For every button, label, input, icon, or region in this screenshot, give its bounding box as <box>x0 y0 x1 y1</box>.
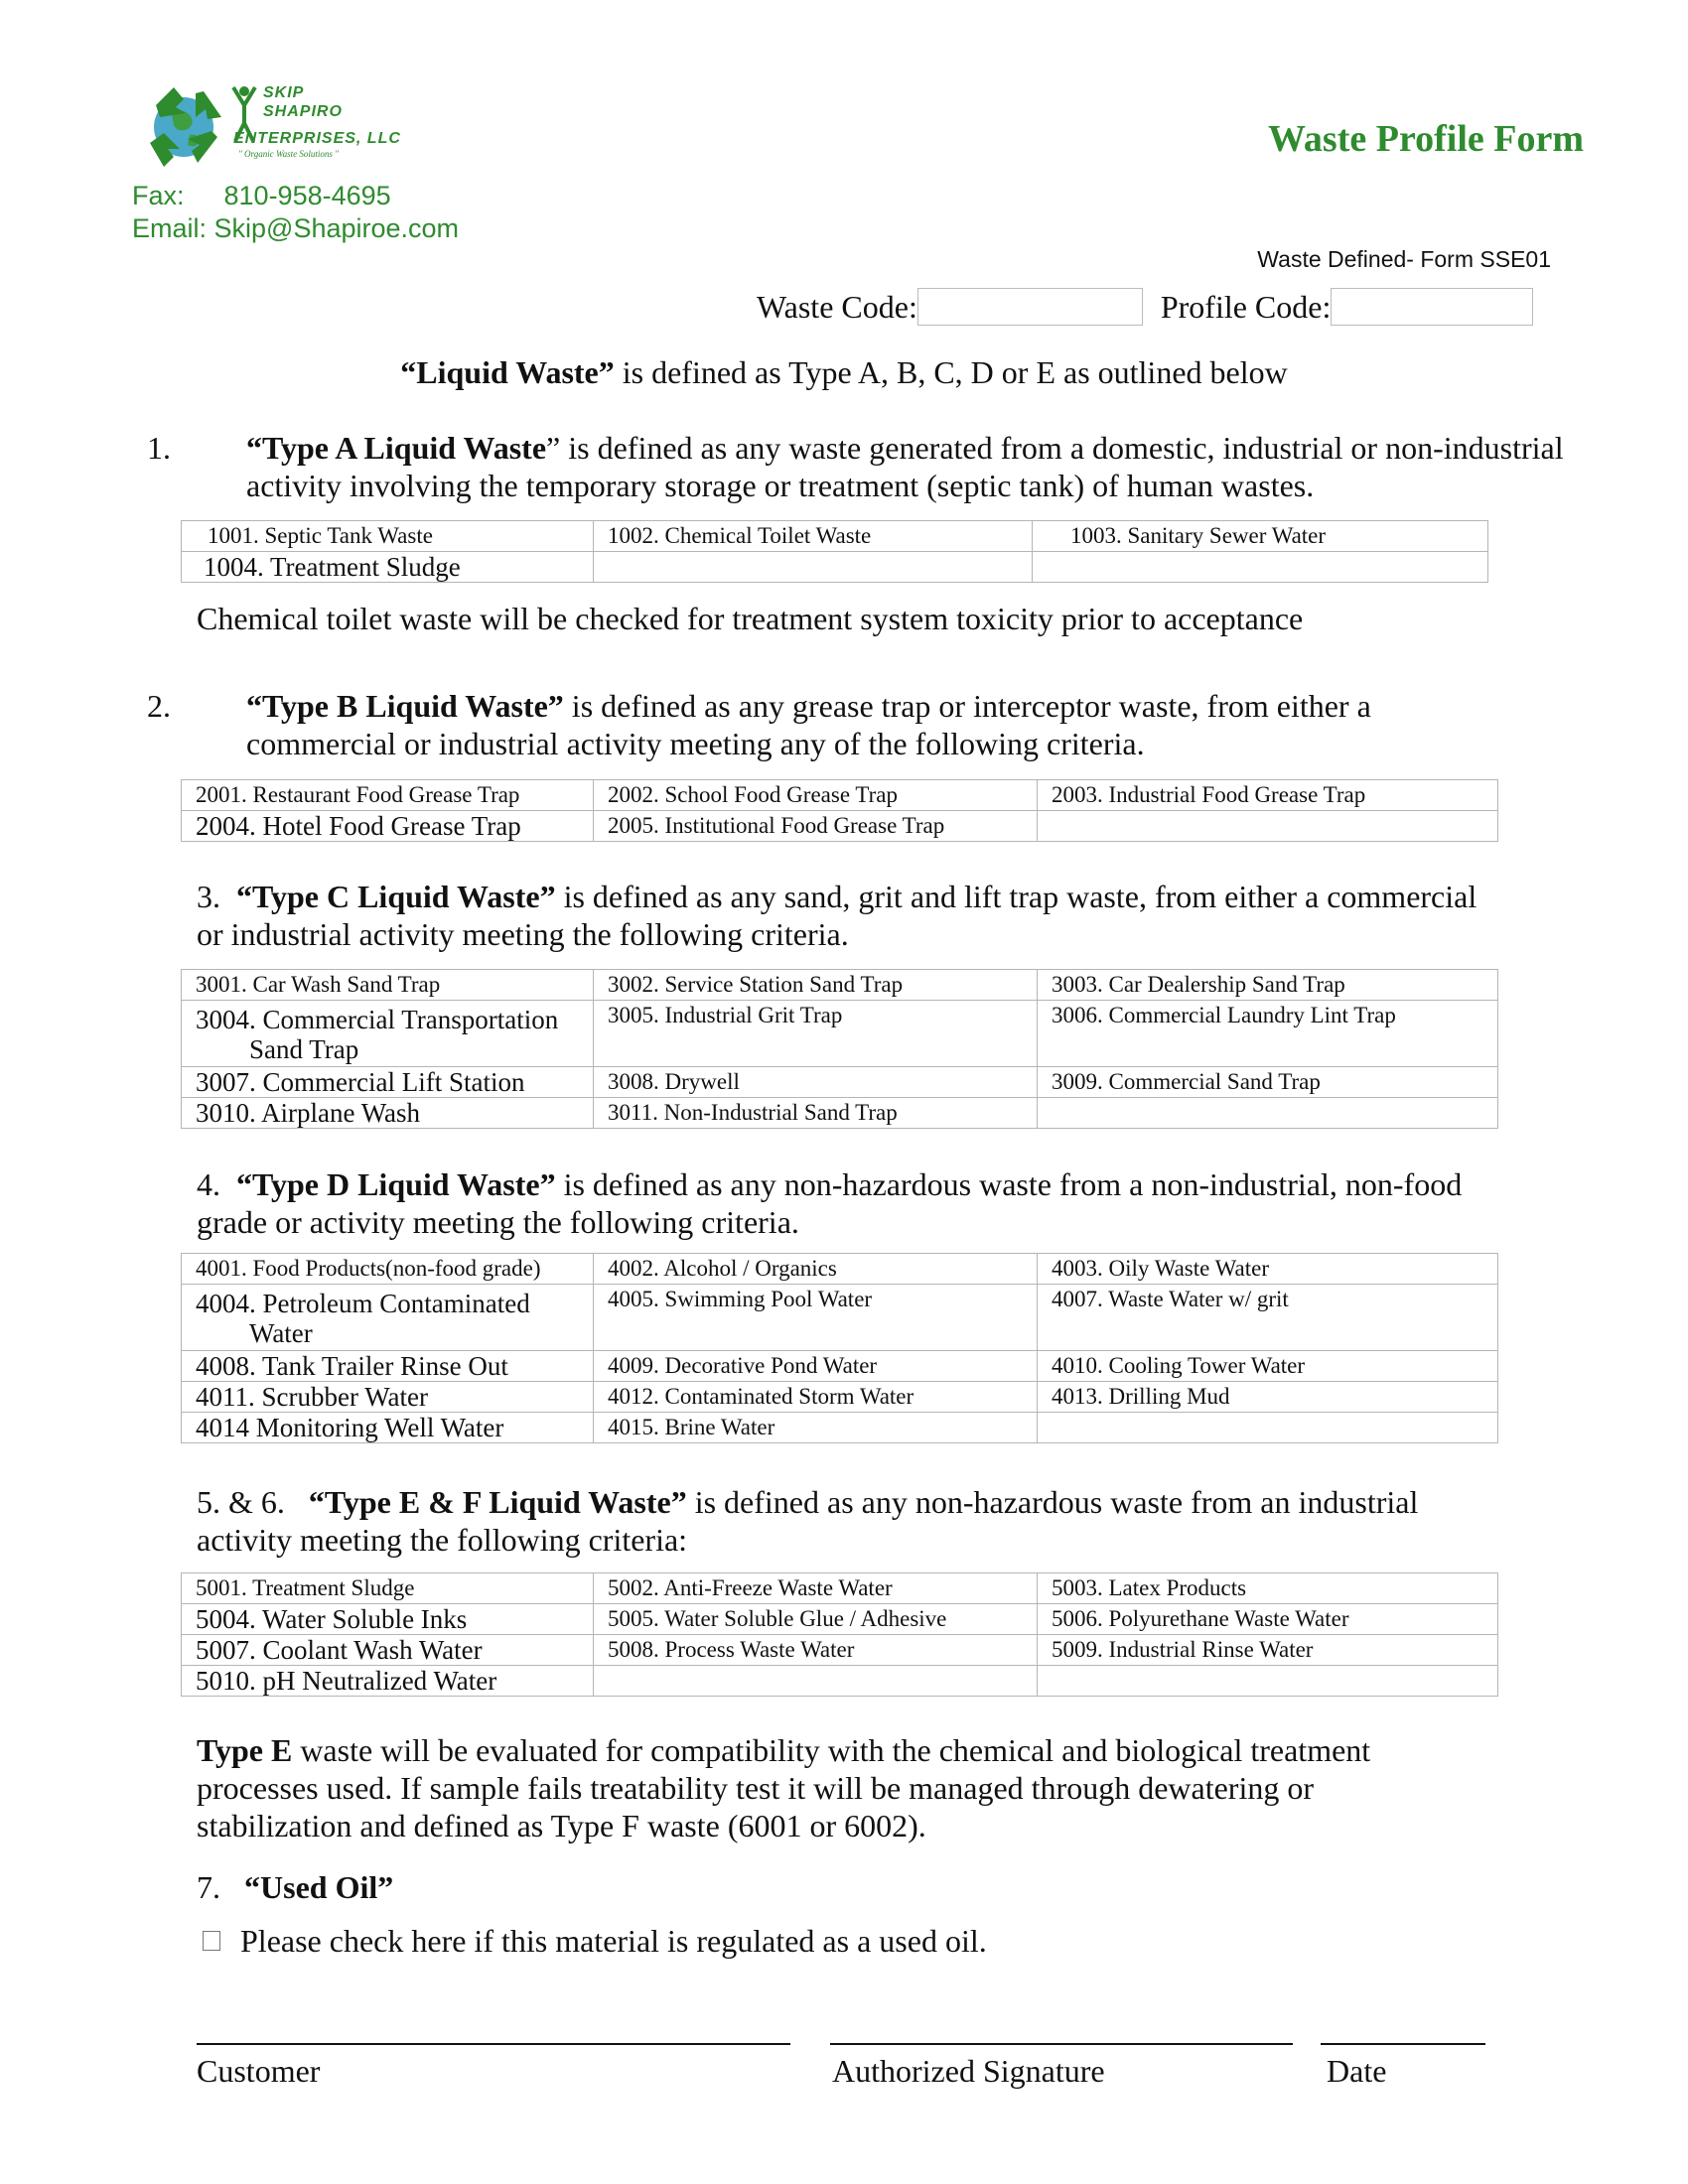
table-row <box>182 1067 1498 1098</box>
table-row <box>182 521 1488 552</box>
customer-signature-line[interactable] <box>197 2043 790 2045</box>
table-cell: 4013. Drilling Mud <box>1038 1382 1498 1413</box>
table-cell: 3011. Non-Industrial Sand Trap <box>594 1098 1038 1129</box>
intro-text <box>0 353 1688 391</box>
table-cell: 2005. Institutional Food Grease Trap <box>594 811 1038 842</box>
date-label: Date <box>1327 2053 1387 2089</box>
section-heading: “Type B Liquid Waste” <box>246 688 564 724</box>
section-heading: “Type E & F Liquid Waste” <box>308 1484 687 1520</box>
section-text: is defined as any sand, grit and lift trap waste, from either a commercial or industrial activity meeting the following criteria. <box>197 879 1477 952</box>
table-cell: 4011. Scrubber Water <box>182 1382 594 1413</box>
section-type-c <box>197 878 1487 953</box>
table-cell <box>1038 1413 1498 1443</box>
fax-line <box>132 181 391 211</box>
table-cell: 1004. Treatment Sludge <box>182 552 594 583</box>
table-cell: 3010. Airplane Wash <box>182 1098 594 1129</box>
type-e-bold: Type E <box>197 1732 293 1768</box>
table-row <box>182 1666 1498 1697</box>
type-c-table <box>181 969 1498 1129</box>
table-cell <box>1038 811 1498 842</box>
table-cell: 1003. Sanitary Sewer Water <box>1033 521 1488 552</box>
type-a-table <box>181 520 1488 583</box>
section-heading: “Type C Liquid Waste” <box>236 879 556 914</box>
table-cell: 4008. Tank Trailer Rinse Out <box>182 1351 594 1382</box>
table-row <box>182 1604 1498 1635</box>
table-row <box>182 780 1498 811</box>
table-cell: 4001. Food Products(non-food grade) <box>182 1254 594 1285</box>
section-number: 7. <box>197 1869 220 1905</box>
table-cell: 2002. School Food Grease Trap <box>594 780 1038 811</box>
section-used-oil <box>197 1868 393 1906</box>
section-type-b <box>147 687 1527 762</box>
table-cell: 3002. Service Station Sand Trap <box>594 970 1038 1001</box>
table-row <box>182 811 1498 842</box>
table-row <box>182 1573 1498 1604</box>
used-oil-checkbox[interactable] <box>203 1931 220 1951</box>
profile-code-input[interactable] <box>1331 288 1533 326</box>
fax-label: Fax: <box>132 181 185 210</box>
section-number: 3. <box>197 879 220 914</box>
table-cell <box>1033 552 1488 583</box>
table-cell: 3007. Commercial Lift Station <box>182 1067 594 1098</box>
section-text: is defined as any non-hazardous waste from a non-industrial, non-food grade or activity meeting the following criteria. <box>197 1166 1463 1240</box>
table-cell: 3008. Drywell <box>594 1067 1038 1098</box>
table-cell: 5007. Coolant Wash Water <box>182 1635 594 1666</box>
table-cell: 5009. Industrial Rinse Water <box>1038 1635 1498 1666</box>
company-logo <box>134 77 412 177</box>
waste-code-label: Waste Code: <box>757 288 917 325</box>
section-number: 1. <box>147 430 171 466</box>
recycle-globe-icon <box>134 77 233 173</box>
type-e-f-table <box>181 1572 1498 1697</box>
table-cell: 5005. Water Soluble Glue / Adhesive <box>594 1604 1038 1635</box>
table-cell: 4007. Waste Water w/ grit <box>1038 1285 1498 1351</box>
logo-line1: SKIP <box>263 84 305 101</box>
authorized-signature-line[interactable] <box>830 2043 1293 2045</box>
section-heading: “Type A Liquid Waste <box>246 430 547 466</box>
table-cell: 2004. Hotel Food Grease Trap <box>182 811 594 842</box>
table-cell: 4009. Decorative Pond Water <box>594 1351 1038 1382</box>
table-cell <box>594 1666 1038 1697</box>
logo-tagline: " Organic Waste Solutions " <box>238 149 339 159</box>
authorized-signature-label: Authorized Signature <box>832 2053 1105 2089</box>
table-cell: 3009. Commercial Sand Trap <box>1038 1067 1498 1098</box>
table-cell: 5003. Latex Products <box>1038 1573 1498 1604</box>
table-cell: 5010. pH Neutralized Water <box>182 1666 594 1697</box>
section-heading: “Type D Liquid Waste” <box>236 1166 556 1202</box>
section-number: 4. <box>197 1166 220 1202</box>
table-cell: 4005. Swimming Pool Water <box>594 1285 1038 1351</box>
intro-text-body: is defined as Type A, B, C, D or E as outlined below <box>614 354 1288 390</box>
table-row <box>182 1382 1498 1413</box>
table-cell <box>1038 1666 1498 1697</box>
table-cell: 3006. Commercial Laundry Lint Trap <box>1038 1001 1498 1067</box>
table-cell <box>1038 1098 1498 1129</box>
table-cell: 4014 Monitoring Well Water <box>182 1413 594 1443</box>
table-cell: 4012. Contaminated Storm Water <box>594 1382 1038 1413</box>
customer-label: Customer <box>197 2053 321 2089</box>
table-cell <box>594 552 1033 583</box>
logo-wordmark <box>233 83 432 148</box>
table-cell: 5006. Polyurethane Waste Water <box>1038 1604 1498 1635</box>
table-cell: 4010. Cooling Tower Water <box>1038 1351 1498 1382</box>
table-cell: 1002. Chemical Toilet Waste <box>594 521 1033 552</box>
table-cell: 3001. Car Wash Sand Trap <box>182 970 594 1001</box>
table-cell: 5004. Water Soluble Inks <box>182 1604 594 1635</box>
code-fields <box>757 288 1533 326</box>
date-line[interactable] <box>1321 2043 1485 2045</box>
table-cell: 5002. Anti-Freeze Waste Water <box>594 1573 1038 1604</box>
used-oil-checkbox-label: Please check here if this material is regulated as a used oil. <box>240 1923 987 1959</box>
type-d-table <box>181 1253 1498 1443</box>
table-cell: 4015. Brine Water <box>594 1413 1038 1443</box>
section-type-e-f <box>197 1483 1497 1559</box>
section-text: is defined as any non-hazardous waste from an industrial activity meeting the following criteria: <box>197 1484 1419 1558</box>
section-number: 5. & 6. <box>197 1484 285 1520</box>
section-heading: “Used Oil” <box>244 1869 394 1905</box>
table-row <box>182 1413 1498 1443</box>
table-row <box>182 1098 1498 1129</box>
type-b-table <box>181 779 1498 842</box>
table-cell: 5008. Process Waste Water <box>594 1635 1038 1666</box>
table-cell: 4003. Oily Waste Water <box>1038 1254 1498 1285</box>
waste-code-input[interactable] <box>917 288 1143 326</box>
table-row <box>182 1254 1498 1285</box>
intro-bold: “Liquid Waste” <box>400 354 615 390</box>
logo-line3: ENTERPRISES, LLC <box>233 130 401 147</box>
table-cell: 2003. Industrial Food Grease Trap <box>1038 780 1498 811</box>
fax-number: 810-958-4695 <box>223 181 391 210</box>
table-cell: 2001. Restaurant Food Grease Trap <box>182 780 594 811</box>
section-text: ” is defined as any waste generated from a domestic, industrial or non-industrial activity involving the temporary storage or treatment (septic tank) of human wastes. <box>246 430 1564 503</box>
email-line: Email: Skip@Shapiroe.com <box>132 213 460 243</box>
used-oil-checkbox-row <box>197 1922 987 1960</box>
table-row <box>182 1351 1498 1382</box>
table-row <box>182 1001 1498 1067</box>
form-id: Waste Defined- Form SSE01 <box>1257 246 1551 272</box>
table-cell: 5001. Treatment Sludge <box>182 1573 594 1604</box>
type-e-note <box>197 1731 1448 1844</box>
page-title: Waste Profile Form <box>1268 118 1584 160</box>
table-row <box>182 1635 1498 1666</box>
table-cell: 4002. Alcohol / Organics <box>594 1254 1038 1285</box>
table-row <box>182 1285 1498 1351</box>
type-e-text: waste will be evaluated for compatibility with the chemical and biological treatment processes used. If sample fails treatability test it will be managed through dewatering or stabilization and defined as Type F waste (6001 or 6002). <box>197 1732 1371 1843</box>
table-cell: 3004. Commercial Transportation Sand Trap <box>196 1005 559 1064</box>
table-cell: 3005. Industrial Grit Trap <box>594 1001 1038 1067</box>
section-number: 2. <box>147 688 171 724</box>
type-a-note: Chemical toilet waste will be checked for treatment system toxicity prior to acceptance <box>197 601 1304 636</box>
logo-line2: SHAPIRO <box>263 103 343 120</box>
section-text: is defined as any grease trap or interceptor waste, from either a commercial or industrial activity meeting any of the following criteria. <box>246 688 1371 761</box>
table-row <box>182 552 1488 583</box>
table-cell: 4004. Petroleum Contaminated Water <box>196 1289 530 1348</box>
profile-code-label: Profile Code: <box>1160 288 1332 325</box>
table-cell: 1001. Septic Tank Waste <box>182 521 594 552</box>
table-cell: 3003. Car Dealership Sand Trap <box>1038 970 1498 1001</box>
section-type-d <box>197 1165 1487 1241</box>
table-row <box>182 970 1498 1001</box>
section-type-a <box>147 429 1567 504</box>
